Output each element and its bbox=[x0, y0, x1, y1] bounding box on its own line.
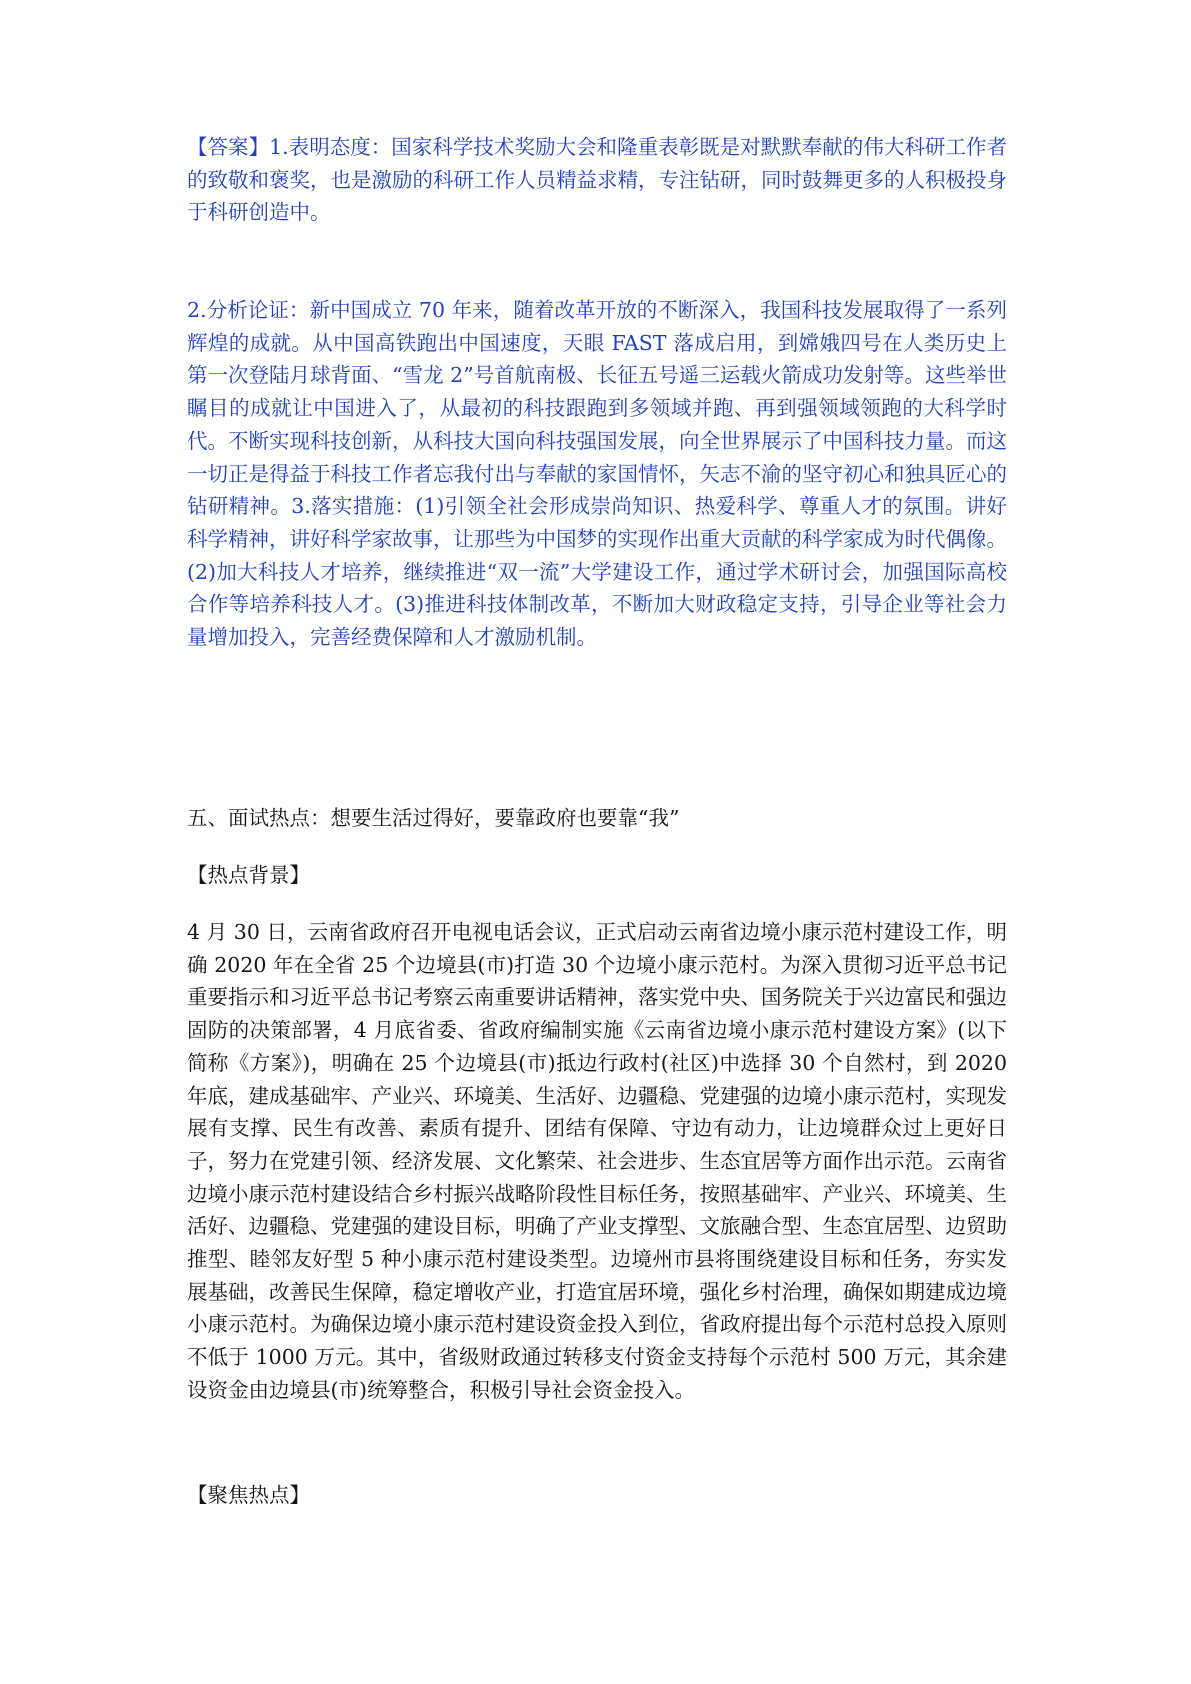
answer-paragraph-1: 【答案】1.表明态度：国家科学技术奖励大会和隆重表彰既是对默默奉献的伟大科研工作者的致敬和褒奖，也是激励的科研工作人员精益求精，专注钻研，同时鼓舞更多的人积极投身于科研创造中。 bbox=[187, 135, 1007, 225]
background-paragraph: 4 月 30 日，云南省政府召开电视电话会议，正式启动云南省边境小康示范村建设工作，明确 2020 年在全省 25 个边境县(市)打造 30 个边境小康示范村。为深入贯彻习近平总书记重要指示和习近平总书记考察云南重要讲话精神，落实党中央、国务院关于兴边富民和强边固防的决策部署，4 月底省委、省政府编制实施《云南省边境小康示范村建设方案》(以下简称《方案》)，明确在 25 个边境县(市)抵边行政村(社区)中选择 30 个自然村，到 2020 年底，建成基础牢、产业兴、环境美、生活好、边疆稳、党建强的边境小康示范村，实现发展有支撑、民生有改善、素质有提升、团结有保障、守边有动力，让边境群众过上更好日子，努力在党建引领、经济发展、文化繁荣、社会进步、生态宜居等方面作出示范。云南省边境小康示范村建设结合乡村振兴战略阶段性目标任务，按照基础牢、产业兴、环境美、生活好、边疆稳、党建强的建设目标，明确了产业支撑型、文旅融合型、生态宜居型、边贸助推型、睦邻友好型 5 种小康示范村建设类型。边境州市县将围绕建设目标和任务，夯实发展基础，改善民生保障，稳定增收产业，打造宜居环境，强化乡村治理，确保如期建成边境小康示范村。为确保边境小康示范村建设资金投入到位，省政府提出每个示范村总投入原则不低于 1000 万元。其中，省级财政通过转移支付资金支持每个示范村 500 万元，其余建设资金由边境县(市)统筹整合，积极引导社会资金投入。 bbox=[187, 920, 1007, 1402]
answer-paragraph-2: 2.分析论证：新中国成立 70 年来，随着改革开放的不断深入，我国科技发展取得了一系列辉煌的成就。从中国高铁跑出中国速度，天眼 FAST 落成启用，到嫦娥四号在人类历史上第一次登陆月球背面、“雪龙 2”号首航南极、长征五号遥三运载火箭成功发射等。这些举世瞩目的成就让中国进入了，从最初的科技跟跑到多领域并跑、再到强领域领跑的大科学时代。不断实现科技创新，从科技大国向科技强国发展，向全世界展示了中国科技力量。而这一切正是得益于科技工作者忘我付出与奉献的家国情怀，矢志不渝的坚守初心和独具匠心的钻研精神。3.落实措施：(1)引领全社会形成崇尚知识、热爱科学、尊重人才的氛围。讲好科学精神，讲好科学家故事，让那些为中国梦的实现作出重大贡献的科学家成为时代偶像。(2)加大科技人才培养，继续推进“双一流”大学建设工作，通过学术研讨会，加强国际高校合作等培养科技人才。(3)推进科技体制改革，不断加大财政稳定支持，引导企业等社会力量增加投入，完善经费保障和人才激励机制。 bbox=[187, 298, 1007, 650]
focus-label: 【聚焦热点】 bbox=[187, 1483, 310, 1507]
section-title: 五、面试热点：想要生活过得好，要靠政府也要靠“我” bbox=[187, 806, 680, 830]
background-label: 【热点背景】 bbox=[187, 863, 310, 887]
